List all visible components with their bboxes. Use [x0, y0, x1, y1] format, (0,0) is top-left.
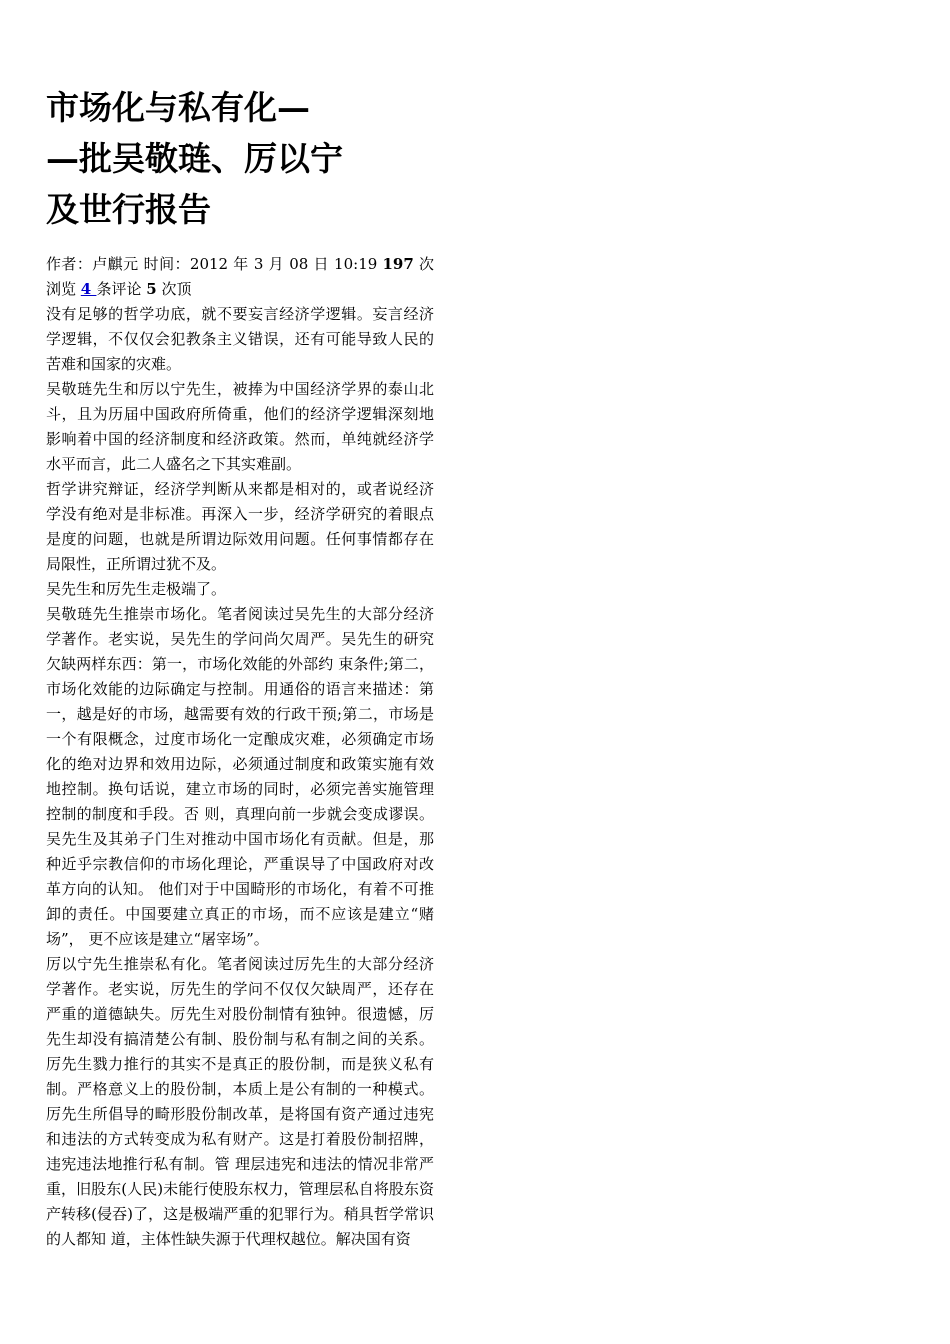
author-name: 卢麒元 — [92, 255, 139, 273]
likes-label: 次顶 — [156, 280, 192, 298]
article — [46, 82, 434, 1252]
comments-label: 条评论 — [96, 280, 147, 298]
views-count: 197 — [382, 255, 414, 273]
views-label: 次浏览 — [46, 255, 434, 298]
comments-count-link[interactable]: 4 — [80, 280, 97, 298]
likes-count: 5 — [146, 280, 157, 298]
title-line: —批吴敬琏、厉以宁 — [46, 139, 343, 178]
paragraph: 没有足够的哲学功底，就不要妄言经济学逻辑。妄言经济学逻辑，不仅仅会犯教条主义错误，还有可能导致人民的苦难和国家的灾难。 — [46, 305, 434, 373]
paragraph: 吴敬琏先生和厉以宁先生，被捧为中国经济学界的泰山北斗，且为历届中国政府所倚重，他们的经济学逻辑深刻地影响着中国的经济制度和经济政策。然而，单纯就经济学水平而言，此二人盛名之下其实难副。 — [46, 380, 434, 473]
paragraph: 哲学讲究辩证，经济学判断从来都是相对的，或者说经济学没有绝对是非标准。再深入一步，经济学研究的着眼点是度的问题，也就是所谓边际效用问题。任何事情都存在局限性，正所谓过犹不及。 — [46, 480, 434, 573]
paragraph: 厉以宁先生推崇私有化。笔者阅读过厉先生的大部分经济学著作。老实说，厉先生的学问不仅仅欠缺周严，还存在严重的道德缺失。厉先生对股份制情有独钟。很遗憾，厉先生却没有搞清楚公有制、股份制与私有制之间的关系。厉先生戮力推行的其实不是真正的股份制，而是狭义私有制。严格意义上的股份制，本质上是公有制的一种模式。厉先生所倡导的畸形股份制改革，是将国有资产通过违宪和违法的方式转变成为私有财产。这是打着股份制招牌，违宪违法地推行私有制。管 理层违宪和违法的情况非常严重，旧股东(人民)未能行使股东权力，管理层私自将股东资产转移(侵吞)了，这是极端严重的犯罪行为。稍具哲学常识的人都知 道，主体性缺失源于代理权越位。解决国有资 — [46, 955, 434, 1248]
paragraph: 吴先生和厉先生走极端了。 — [46, 580, 227, 598]
paragraph: 吴敬琏先生推崇市场化。笔者阅读过吴先生的大部分经济学著作。老实说，吴先生的学问尚欠周严。吴先生的研究欠缺两样东西：第一，市场化效能的外部约 束条件;第二，市场化效能的边际确定与控制。用通俗的语言来描述：第一，越是好的市场，越需要有效的行政干预;第二，市场是一个有限概念，过度市场化一定酿成灾难，必须确定市场化的绝对边界和效用边际，必须通过制度和政策实施有效地控制。换句话说，建立市场的同时，必须完善实施管理控制的制度和手段。否 则，真理向前一步就会变成谬误。吴先生及其弟子门生对推动中国市场化有贡献。但是，那种近乎宗教信仰的市场化理论，严重误导了中国政府对改革方向的认知。 他们对于中国畸形的市场化，有着不可推卸的责任。中国要建立真正的市场，而不应该是建立“赌场”， 更不应该是建立“屠宰场”。 — [46, 605, 434, 948]
title-line: 市场化与私有化— — [46, 88, 310, 127]
article-title — [46, 82, 434, 235]
publish-time: 2012 年 3 月 08 日 10:19 — [189, 255, 383, 273]
time-label: 时间： — [138, 255, 190, 273]
title-line: 及世行报告 — [46, 190, 211, 229]
article-meta — [46, 252, 434, 302]
author-label: 作者： — [46, 255, 93, 273]
article-body — [46, 302, 434, 1252]
